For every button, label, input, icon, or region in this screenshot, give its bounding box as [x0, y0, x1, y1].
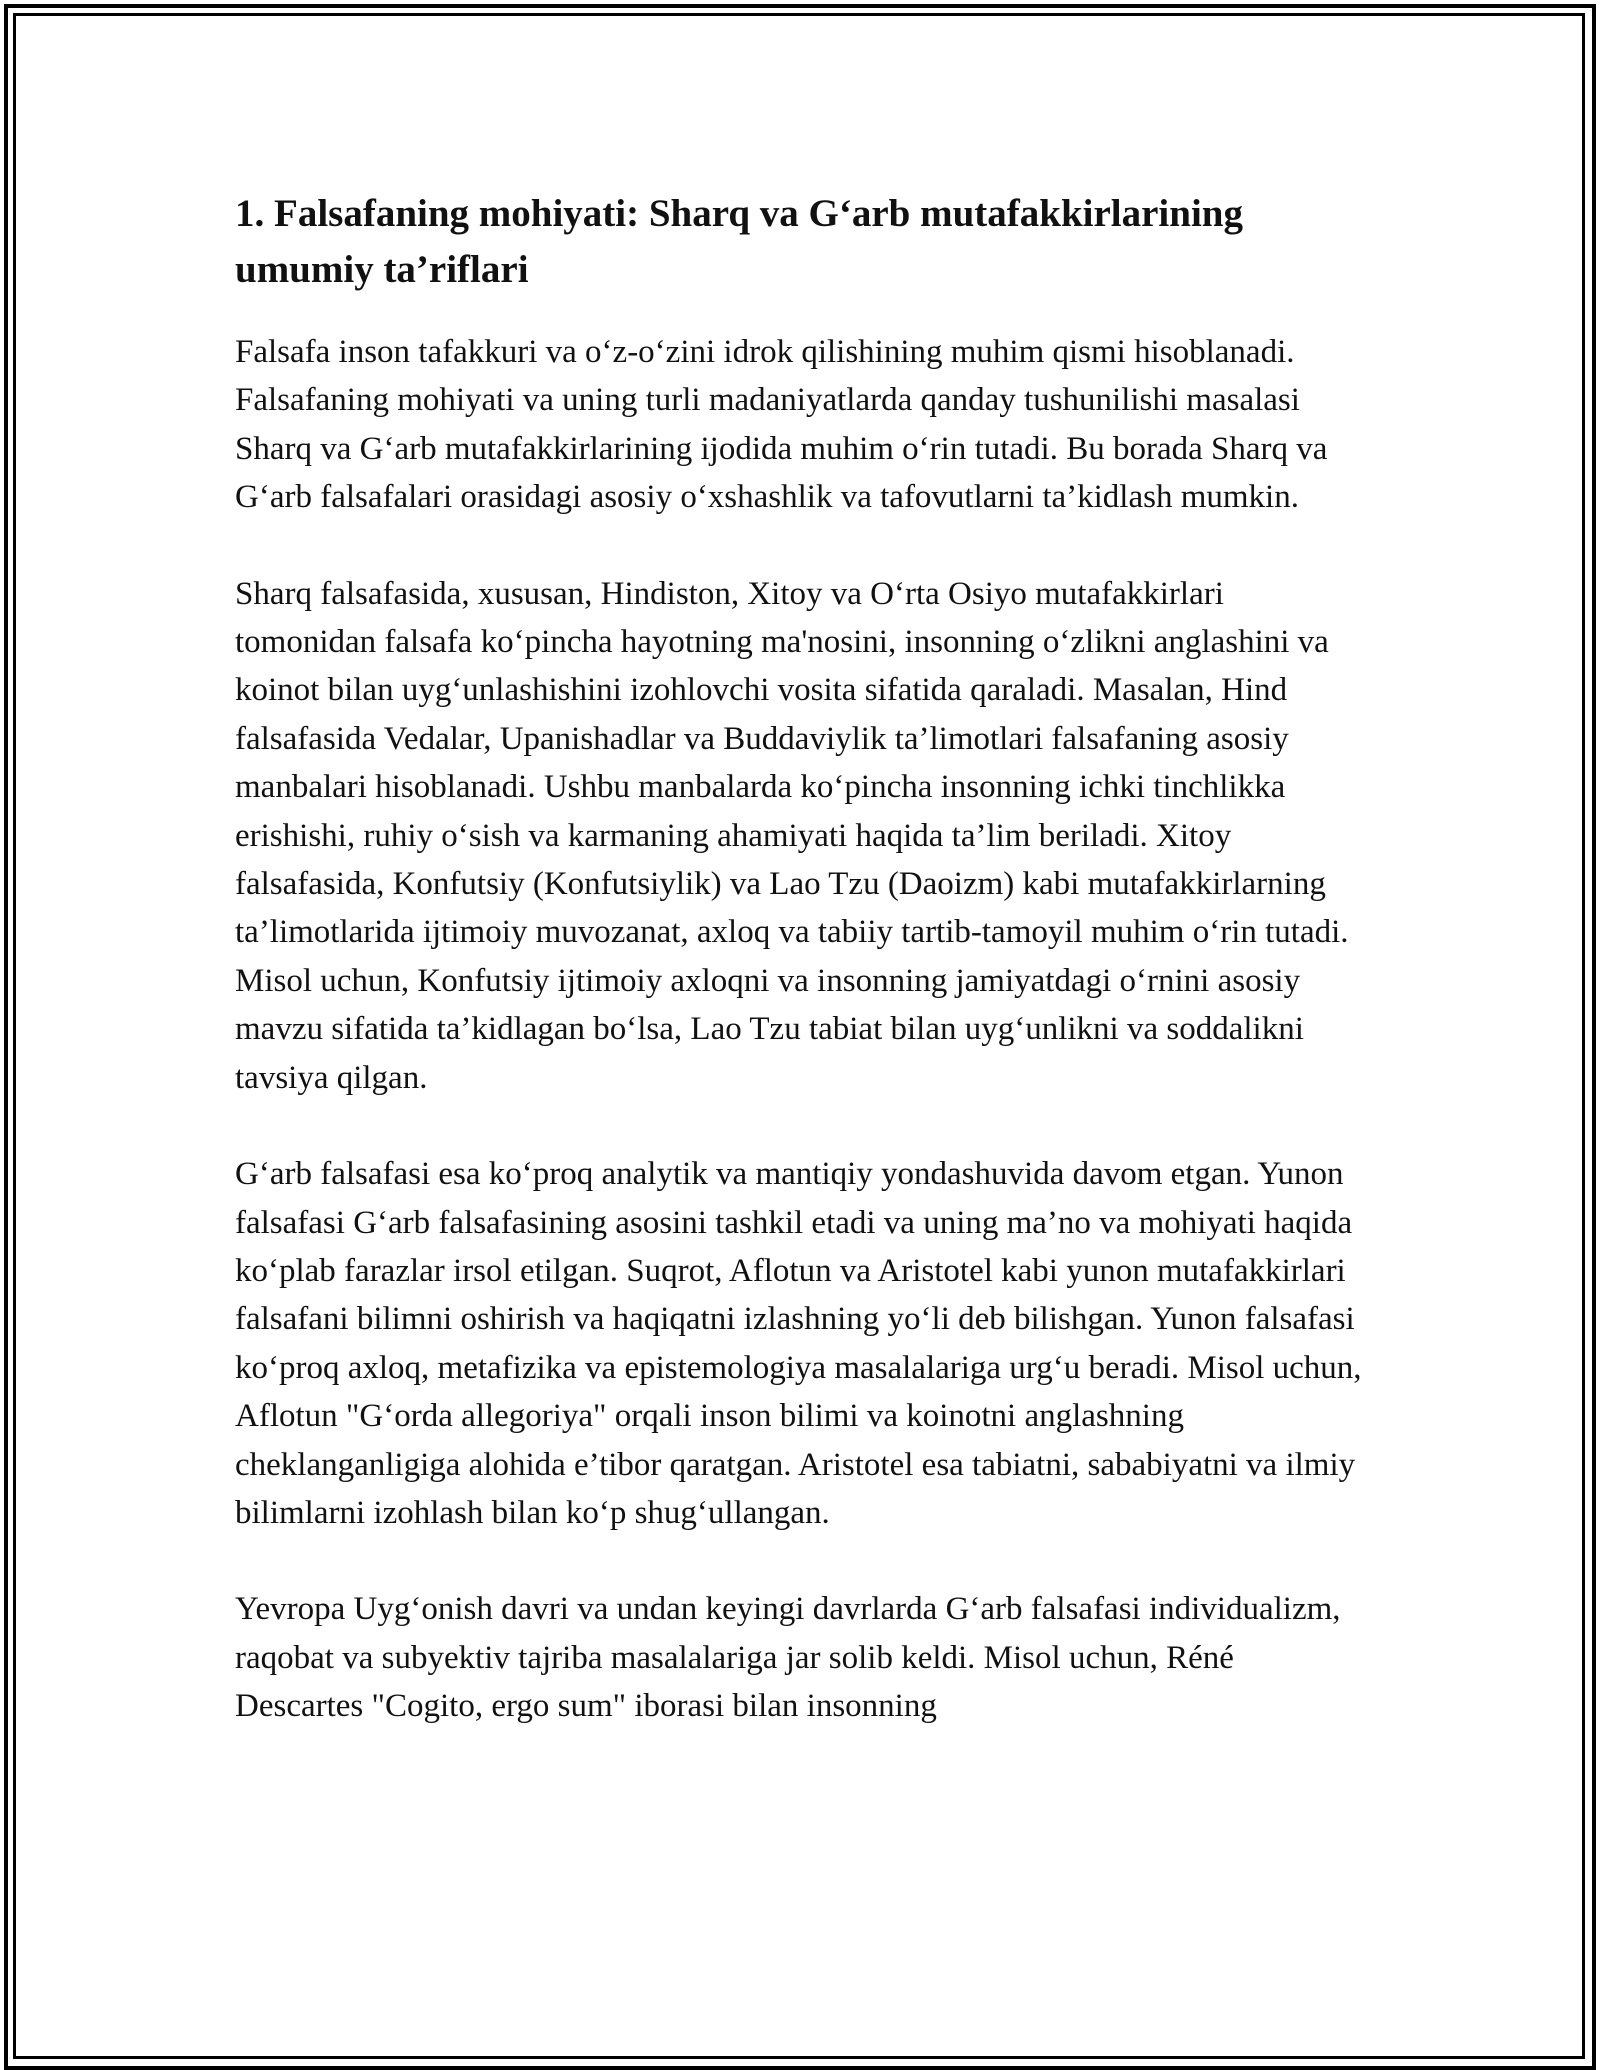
paragraph-intro: Falsafa inson tafakkuri va o‘z-o‘zini idrok qilishining muhim qismi hisoblanadi. Falsafaning mohiyati va uning turli madaniyatlarda qanday tushunilishi masalasi Sharq va G‘arb mutafakkirlarining ijodida muhim o‘rin tutadi. Bu borada Sharq va G‘arb falsafalari orasidagi asosiy o‘xshashlik va tafovutlarni ta’kidlash mumkin.	[235, 334, 1328, 516]
paragraph-western-philosophy: G‘arb falsafasi esa ko‘proq analytik va mantiqiy yondashuvida davom etgan. Yunon falsafasi G‘arb falsafasining asosini tashkil etadi va uning ma’no va mohiyati haqida ko‘plab farazlar irsol etilgan. Suqrot, Aflotun va Aristotel kabi yunon mutafakkirlari falsafani bilimni oshirish va haqiqatni izlashning yo‘li deb bilishgan. Yunon falsafasi ko‘proq axloq, metafizika va epistemologiya masalalariga urg‘u beradi. Misol uchun, Aflotun "G‘orda allegoriya" orqali inson bilimi va koinotni anglashning cheklanganligiga alohida e’tibor qaratgan. Aristotel esa tabiatni, sababiyatni va ilmiy bilimlarni izohlash bilan ko‘p shug‘ullangan.	[235, 1156, 1362, 1531]
section-heading: 1. Falsafaning mohiyati: Sharq va G‘arb mutafakkirlarining umumiy ta’riflari	[235, 192, 1243, 291]
paragraph-renaissance: Yevropa Uyg‘onish davri va undan keyingi davrlarda G‘arb falsafasi individualizm, raqobat va subyektiv tajriba masalalariga jar solib keldi. Misol uchun, Réné Descartes "Cogito, ergo sum" iborasi bilan insonning	[235, 1591, 1341, 1725]
paragraph-eastern-philosophy: Sharq falsafasida, xususan, Hindiston, Xitoy va O‘rta Osiyo mutafakkirlari tomonidan falsafa ko‘pincha hayotning ma'nosini, insonning o‘zlikni anglashini va koinot bilan uyg‘unlashishini izohlovchi vosita sifatida qaraladi. Masalan, Hind falsafasida Vedalar, Upanishadlar va Buddaviylik ta’limotlari falsafaning asosiy manbalari hisoblanadi. Ushbu manbalarda ko‘pincha insonning ichki tinchlikka erishishi, ruhiy o‘sish va karmaning ahamiyati haqida ta’lim beriladi. Xitoy falsafasida, Konfutsiy (Konfutsiylik) va Lao Tzu (Daoizm) kabi mutafakkirlarning ta’limotlarida ijtimoiy muvozanat, axloq va tabiiy tartib-tamoyil muhim o‘rin tutadi. Misol uchun, Konfutsiy ijtimoiy axloqni va insonning jamiyatdagi o‘rnini asosiy mavzu sifatida ta’kidlagan bo‘lsa, Lao Tzu tabiat bilan uyg‘unlikni va soddalikni tavsiya qilgan.	[235, 575, 1349, 1096]
document-body	[235, 186, 1370, 1779]
